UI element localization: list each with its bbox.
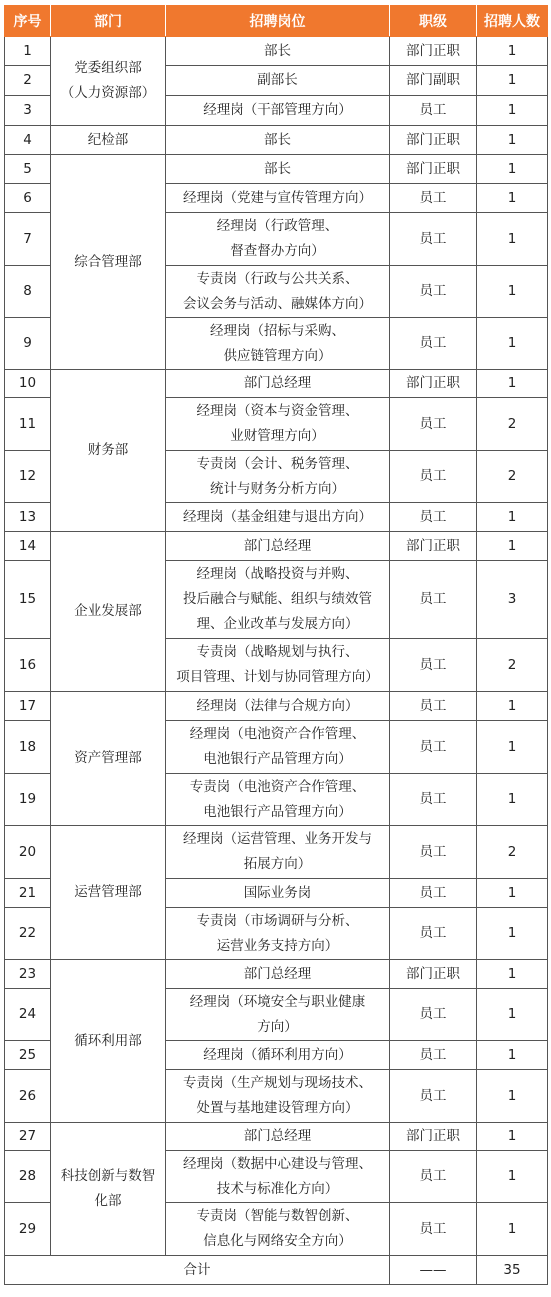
dept-text: 科技创新与数智 化部 bbox=[60, 1168, 156, 1209]
position-text: 部门总经理 bbox=[243, 965, 312, 982]
count-cell: 1 bbox=[477, 879, 548, 908]
dept-text: 财务部 bbox=[87, 442, 129, 458]
position-cell bbox=[166, 1123, 390, 1151]
count-cell: 1 bbox=[477, 692, 548, 721]
position-text: 专责岗（智能与数智创新、 信息化与网络安全方向） bbox=[196, 1208, 359, 1249]
seq-cell: 9 bbox=[5, 318, 51, 370]
position-text: 部门总经理 bbox=[243, 1128, 312, 1144]
dept-cell bbox=[51, 692, 166, 826]
seq-cell: 26 bbox=[5, 1070, 51, 1123]
level-cell: 员工 bbox=[390, 451, 477, 503]
dept-cell bbox=[51, 826, 166, 960]
total-row bbox=[5, 1256, 548, 1285]
level-cell: 部门正职 bbox=[390, 370, 477, 398]
count-cell: 1 bbox=[477, 184, 548, 213]
level-cell: 员工 bbox=[390, 1041, 477, 1070]
position-text: 专责岗（生产规划与现场技术、 处置与基地建设管理方向） bbox=[183, 1075, 372, 1116]
count-cell: 2 bbox=[477, 451, 548, 503]
level-cell: 部门正职 bbox=[390, 1123, 477, 1151]
level-cell: 员工 bbox=[390, 692, 477, 721]
count-cell: 1 bbox=[477, 213, 548, 266]
seq-cell: 13 bbox=[5, 503, 51, 532]
table-body bbox=[5, 37, 548, 1285]
seq-cell: 12 bbox=[5, 451, 51, 503]
seq-cell: 1 bbox=[5, 37, 51, 66]
seq-cell: 2 bbox=[5, 66, 51, 96]
level-cell: 部门正职 bbox=[390, 126, 477, 155]
dept-text: 综合管理部 bbox=[74, 253, 142, 270]
count-cell: 1 bbox=[477, 318, 548, 370]
count-cell: 1 bbox=[477, 37, 548, 66]
header-row bbox=[5, 6, 548, 37]
position-text: 经理岗（战略投资与并购、 投后融合与赋能、组织与绩效管 理、企业改革与发展方向） bbox=[183, 566, 372, 632]
count-cell: 1 bbox=[477, 266, 548, 318]
count-cell: 1 bbox=[477, 1123, 548, 1151]
position-cell bbox=[166, 318, 390, 370]
count-cell: 1 bbox=[477, 774, 548, 826]
position-cell bbox=[166, 908, 390, 960]
dept-cell bbox=[51, 1123, 166, 1256]
dept-cell bbox=[51, 532, 166, 692]
position-text: 专责岗（战略规划与执行、 项目管理、计划与协同管理方向） bbox=[176, 644, 379, 685]
level-cell: 员工 bbox=[390, 318, 477, 370]
dept-text: 资产管理部 bbox=[74, 750, 142, 766]
position-text: 国际业务岗 bbox=[243, 884, 312, 901]
dept-text: 纪检部 bbox=[87, 131, 129, 148]
recruitment-table bbox=[4, 5, 548, 1285]
position-cell bbox=[166, 879, 390, 908]
count-cell: 1 bbox=[477, 1151, 548, 1203]
seq-cell: 22 bbox=[5, 908, 51, 960]
position-text: 部长 bbox=[264, 131, 291, 148]
position-cell bbox=[166, 774, 390, 826]
position-text: 经理岗（数据中心建设与管理、 技术与标准化方向） bbox=[183, 1155, 372, 1197]
position-text: 经理岗（环境安全与职业健康 方向） bbox=[189, 993, 366, 1035]
dept-cell bbox=[51, 370, 166, 532]
level-cell: 员工 bbox=[390, 639, 477, 692]
count-cell: 1 bbox=[477, 66, 548, 96]
count-cell: 2 bbox=[477, 826, 548, 879]
dept-cell bbox=[51, 126, 166, 155]
position-cell bbox=[166, 639, 390, 692]
level-cell: 员工 bbox=[390, 826, 477, 879]
level-cell: 员工 bbox=[390, 908, 477, 960]
position-cell bbox=[166, 96, 390, 126]
count-cell: 1 bbox=[477, 96, 548, 126]
table-row bbox=[5, 37, 548, 66]
seq-cell: 11 bbox=[5, 398, 51, 451]
position-text: 专责岗（会计、税务管理、 统计与财务分析方向） bbox=[196, 455, 359, 497]
position-text: 专责岗（行政与公共关系、 会议会务与活动、融媒体方向） bbox=[183, 270, 372, 312]
count-cell: 1 bbox=[477, 721, 548, 774]
position-cell bbox=[166, 826, 390, 879]
seq-cell: 24 bbox=[5, 989, 51, 1041]
header-count: 招聘人数 bbox=[477, 6, 548, 37]
level-cell: 员工 bbox=[390, 213, 477, 266]
level-cell: 部门正职 bbox=[390, 532, 477, 561]
position-text: 经理岗（招标与采购、 供应链管理方向） bbox=[210, 322, 345, 364]
header-dept: 部门 bbox=[51, 6, 166, 37]
seq-cell: 28 bbox=[5, 1151, 51, 1203]
position-cell bbox=[166, 721, 390, 774]
count-cell: 1 bbox=[477, 908, 548, 960]
position-text: 经理岗（法律与合规方向） bbox=[196, 697, 359, 714]
position-text: 经理岗（党建与宣传管理方向） bbox=[183, 189, 372, 206]
total-count: 35 bbox=[477, 1256, 548, 1285]
seq-cell: 17 bbox=[5, 692, 51, 721]
level-cell: 员工 bbox=[390, 989, 477, 1041]
count-cell: 2 bbox=[477, 639, 548, 692]
position-text: 部长 bbox=[264, 42, 291, 59]
position-text: 经理岗（运营管理、业务开发与 拓展方向） bbox=[183, 831, 372, 872]
position-cell bbox=[166, 370, 390, 398]
level-cell: 部门副职 bbox=[390, 66, 477, 96]
position-text: 经理岗（干部管理方向） bbox=[203, 102, 352, 118]
level-cell: 部门正职 bbox=[390, 960, 477, 989]
seq-cell: 10 bbox=[5, 370, 51, 398]
level-cell: 员工 bbox=[390, 1070, 477, 1123]
position-cell bbox=[166, 398, 390, 451]
seq-cell: 25 bbox=[5, 1041, 51, 1070]
table-row bbox=[5, 960, 548, 989]
seq-cell: 21 bbox=[5, 879, 51, 908]
position-text: 经理岗（资本与资金管理、 业财管理方向） bbox=[196, 403, 359, 444]
seq-cell: 19 bbox=[5, 774, 51, 826]
seq-cell: 5 bbox=[5, 155, 51, 184]
seq-cell: 3 bbox=[5, 96, 51, 126]
seq-cell: 15 bbox=[5, 561, 51, 639]
count-cell: 3 bbox=[477, 561, 548, 639]
seq-cell: 27 bbox=[5, 1123, 51, 1151]
level-cell: 员工 bbox=[390, 96, 477, 126]
level-cell: 部门正职 bbox=[390, 155, 477, 184]
position-text: 专责岗（电池资产合作管理、 电池银行产品管理方向） bbox=[189, 778, 366, 820]
position-text: 部门总经理 bbox=[243, 375, 312, 391]
seq-cell: 6 bbox=[5, 184, 51, 213]
count-cell: 1 bbox=[477, 960, 548, 989]
level-cell: 员工 bbox=[390, 1151, 477, 1203]
position-text: 部长 bbox=[264, 160, 291, 177]
position-cell bbox=[166, 1151, 390, 1203]
seq-cell: 18 bbox=[5, 721, 51, 774]
position-cell bbox=[166, 532, 390, 561]
level-cell: 员工 bbox=[390, 721, 477, 774]
count-cell: 2 bbox=[477, 398, 548, 451]
dept-cell bbox=[51, 960, 166, 1123]
position-cell bbox=[166, 503, 390, 532]
level-cell: 员工 bbox=[390, 1203, 477, 1256]
count-cell: 1 bbox=[477, 532, 548, 561]
level-cell: 员工 bbox=[390, 266, 477, 318]
count-cell: 1 bbox=[477, 126, 548, 155]
position-text: 专责岗（市场调研与分析、 运营业务支持方向） bbox=[196, 912, 359, 954]
table-row bbox=[5, 126, 548, 155]
total-level: —— bbox=[390, 1256, 477, 1285]
position-text: 经理岗（循环利用方向） bbox=[203, 1046, 352, 1063]
count-cell: 1 bbox=[477, 370, 548, 398]
level-cell: 部门正职 bbox=[390, 37, 477, 66]
header-position: 招聘岗位 bbox=[166, 6, 390, 37]
seq-cell: 20 bbox=[5, 826, 51, 879]
count-cell: 1 bbox=[477, 155, 548, 184]
position-cell bbox=[166, 155, 390, 184]
position-cell bbox=[166, 960, 390, 989]
table-row bbox=[5, 155, 548, 184]
seq-cell: 7 bbox=[5, 213, 51, 266]
seq-cell: 23 bbox=[5, 960, 51, 989]
dept-cell bbox=[51, 37, 166, 126]
table-row bbox=[5, 692, 548, 721]
position-cell bbox=[166, 451, 390, 503]
count-cell: 1 bbox=[477, 1203, 548, 1256]
position-text: 经理岗（基金组建与退出方向） bbox=[183, 508, 372, 525]
total-label: 合计 bbox=[5, 1256, 390, 1285]
position-cell bbox=[166, 266, 390, 318]
count-cell: 1 bbox=[477, 989, 548, 1041]
position-text: 部门总经理 bbox=[243, 537, 312, 554]
dept-text: 企业发展部 bbox=[74, 603, 142, 619]
position-cell bbox=[166, 213, 390, 266]
seq-cell: 4 bbox=[5, 126, 51, 155]
table-row bbox=[5, 370, 548, 398]
count-cell: 1 bbox=[477, 1041, 548, 1070]
level-cell: 员工 bbox=[390, 561, 477, 639]
position-cell bbox=[166, 126, 390, 155]
seq-cell: 8 bbox=[5, 266, 51, 318]
position-text: 副部长 bbox=[257, 72, 298, 88]
count-cell: 1 bbox=[477, 1070, 548, 1123]
position-cell bbox=[166, 66, 390, 96]
seq-cell: 16 bbox=[5, 639, 51, 692]
level-cell: 员工 bbox=[390, 184, 477, 213]
table-row bbox=[5, 826, 548, 879]
position-cell bbox=[166, 561, 390, 639]
position-cell bbox=[166, 1041, 390, 1070]
level-cell: 员工 bbox=[390, 503, 477, 532]
dept-cell bbox=[51, 155, 166, 370]
position-cell bbox=[166, 989, 390, 1041]
dept-text: 党委组织部 （人力资源部） bbox=[60, 60, 156, 101]
position-cell bbox=[166, 184, 390, 213]
dept-text: 运营管理部 bbox=[74, 884, 142, 900]
level-cell: 员工 bbox=[390, 879, 477, 908]
seq-cell: 29 bbox=[5, 1203, 51, 1256]
level-cell: 员工 bbox=[390, 398, 477, 451]
position-text: 经理岗（电池资产合作管理、 电池银行产品管理方向） bbox=[189, 726, 366, 767]
level-cell: 员工 bbox=[390, 774, 477, 826]
position-cell bbox=[166, 37, 390, 66]
seq-cell: 14 bbox=[5, 532, 51, 561]
header-level: 职级 bbox=[390, 6, 477, 37]
count-cell: 1 bbox=[477, 503, 548, 532]
header-seq: 序号 bbox=[5, 6, 51, 37]
position-cell bbox=[166, 1203, 390, 1256]
table-row bbox=[5, 1123, 548, 1151]
position-cell bbox=[166, 1070, 390, 1123]
table-row bbox=[5, 532, 548, 561]
dept-text: 循环利用部 bbox=[74, 1032, 142, 1049]
position-cell bbox=[166, 692, 390, 721]
position-text: 经理岗（行政管理、 督查督办方向） bbox=[216, 218, 339, 259]
